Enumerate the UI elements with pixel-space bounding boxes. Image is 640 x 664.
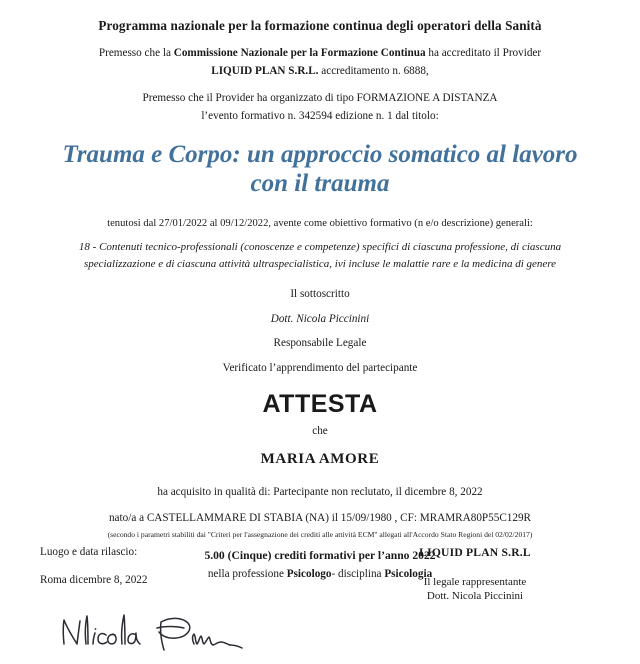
footer-company-name: LIQUID PLAN S.R.L bbox=[419, 546, 531, 559]
attests-heading: ATTESTA bbox=[262, 390, 378, 418]
event-title bbox=[40, 140, 600, 198]
event-title-line-1: Trauma e Corpo: un approccio somatico al lavoro bbox=[62, 141, 578, 168]
course-dates-line: tenutosi dal 27/01/2022 al 09/12/2022, avente come obiettivo formativo (n e/o descrizione) generali: bbox=[107, 218, 533, 229]
legal-representative-label: Il legale rappresentante bbox=[423, 576, 527, 588]
footer-left bbox=[40, 546, 290, 586]
spacer bbox=[40, 79, 600, 91]
verification-statement: Verificato l’apprendimento del partecipante bbox=[222, 361, 418, 374]
provider-accreditation-line bbox=[40, 64, 600, 80]
signature-image bbox=[58, 604, 288, 664]
page-title: Programma nazionale per la formazione continua degli operatori della Sanità bbox=[98, 18, 542, 33]
profession-prefix: nella professione bbox=[207, 568, 287, 580]
undersigned-label: Il sottoscritto bbox=[290, 288, 350, 300]
discipline-prefix: - disciplina bbox=[331, 568, 385, 580]
accreditation-pre: Premesso che la bbox=[98, 47, 174, 59]
event-number-statement: l’evento formativo n. 342594 edizione n. 1 dal titolo: bbox=[201, 109, 439, 122]
credits-line: 5.00 (Cinque) crediti formativi per l’anno 2022 bbox=[204, 549, 436, 562]
ecm-criteria-note: (secondo i parametri stabiliti dai "Criteri per l'assegnazione dei crediti alle attività ECM" allegati all'Accordo Stato Regioni del 02/02/2017) bbox=[107, 530, 533, 539]
issue-place-date: Roma dicembre 8, 2022 bbox=[40, 574, 148, 586]
course-format-statement: Premesso che il Provider ha organizzato di tipo FORMAZIONE A DISTANZA bbox=[142, 92, 498, 104]
profession-value: Psicologo bbox=[286, 568, 332, 580]
commission-name: Commissione Nazionale per la Formazione Continua bbox=[173, 47, 426, 59]
discipline-value: Psicologia bbox=[384, 568, 433, 580]
signatory-name: Dott. Nicola Piccinini bbox=[270, 312, 370, 325]
attests-that-word: che bbox=[312, 425, 328, 437]
educational-objective: 18 - Contenuti tecnico-professionali (conoscenze e competenze) specifici di ciascuna professione, di ciascuna specializzazione e di ciascuna attività ultraspecialistica, ivi incluse le malattie rare e la medicina di genere bbox=[78, 241, 562, 270]
event-title-line-2: con il trauma bbox=[250, 170, 390, 197]
provider-accreditation-number: accreditamento n. 6888, bbox=[318, 64, 429, 77]
issue-place-label: Luogo e data rilascio: bbox=[40, 546, 138, 558]
legal-representative-name: Dott. Nicola Piccinini bbox=[426, 590, 524, 602]
footer-right bbox=[350, 546, 600, 603]
accreditation-statement bbox=[40, 46, 600, 62]
participation-line: ha acquisito in qualità di: Partecipante non reclutato, il dicembre 8, 2022 bbox=[157, 486, 483, 498]
signatory-role: Responsabile Legale bbox=[273, 337, 367, 349]
provider-name: LIQUID PLAN S.R.L. bbox=[211, 64, 319, 77]
accreditation-post: ha accreditato il Provider bbox=[425, 47, 542, 59]
footer bbox=[40, 546, 600, 603]
birth-and-fiscal-code-line: nato/a a CASTELLAMMARE DI STABIA (NA) il 15/09/1980 , CF: MRAMRA80P55C129R bbox=[108, 512, 532, 524]
recipient-name: MARIA AMORE bbox=[260, 451, 380, 467]
